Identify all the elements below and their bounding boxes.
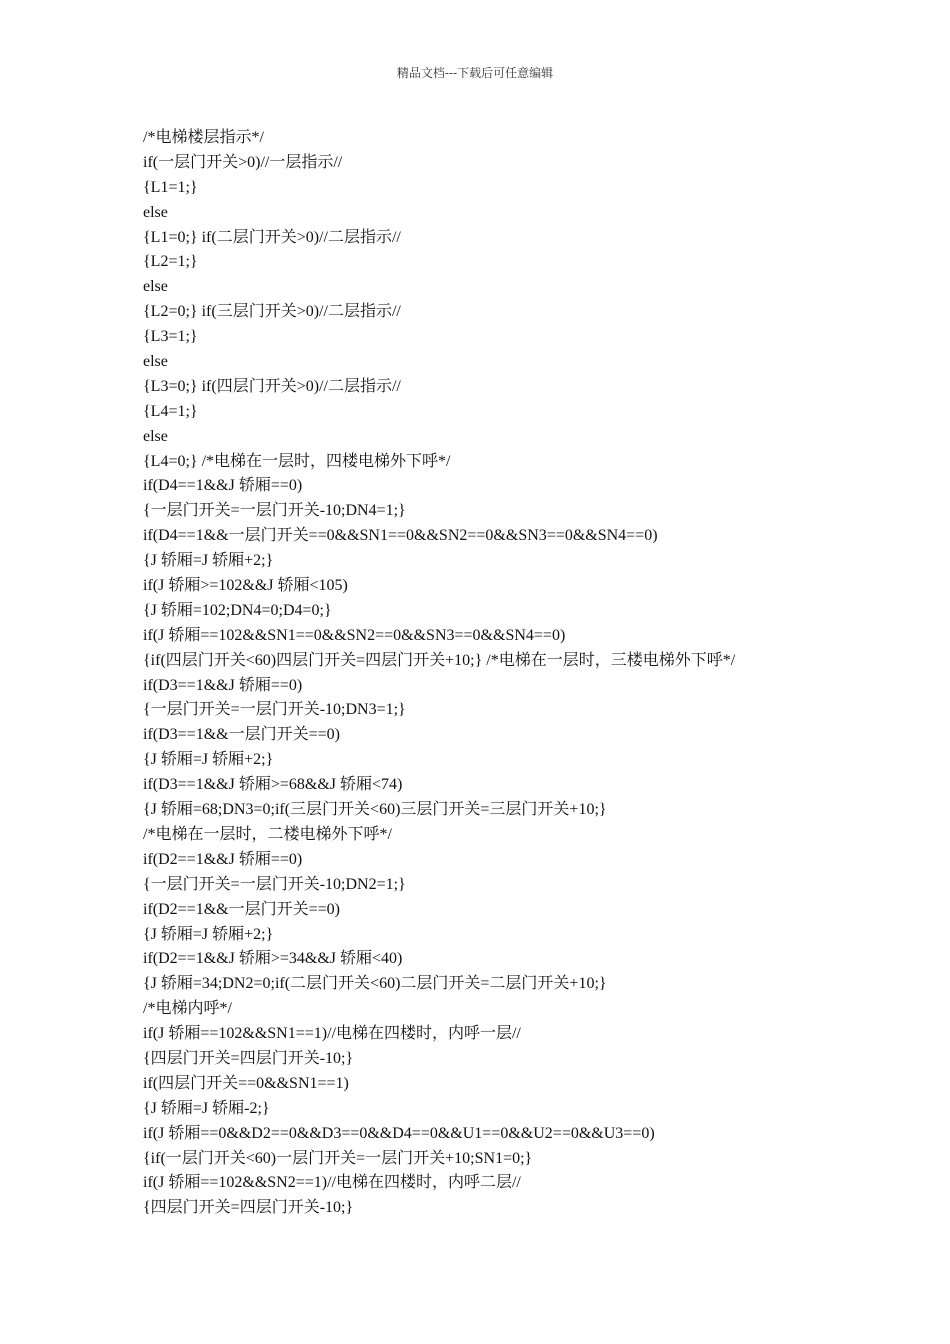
code-line: if(D4==1&&一层门开关==0&&SN1==0&&SN2==0&&SN3==0&&SN4==0) <box>143 527 658 545</box>
code-line: else <box>143 427 168 445</box>
code-line: {L4=1;} <box>143 402 198 420</box>
code-line: if(D3==1&&一层门开关==0) <box>143 726 340 744</box>
code-line: {if(四层门开关<60)四层门开关=四层门开关+10;} /*电梯在一层时，三楼电梯外下呼*/ <box>143 651 736 669</box>
code-line: {L3=0;} if(四层门开关>0)//二层指示// <box>143 377 401 395</box>
code-line: else <box>143 203 168 221</box>
code-line: if(J 轿厢==102&&SN2==1)//电梯在四楼时，内呼二层// <box>143 1174 521 1192</box>
code-line: {L2=0;} if(三层门开关>0)//二层指示// <box>143 303 401 321</box>
code-line: {J 轿厢=J 轿厢+2;} <box>143 552 274 570</box>
code-line: {if(一层门开关<60)一层门开关=一层门开关+10;SN1=0;} <box>143 1149 533 1167</box>
code-line: {L3=1;} <box>143 328 198 346</box>
code-line: {L4=0;} /*电梯在一层时，四楼电梯外下呼*/ <box>143 452 451 470</box>
code-line: {一层门开关=一层门开关-10;DN4=1;} <box>143 502 406 520</box>
code-line: {L1=0;} if(二层门开关>0)//二层指示// <box>143 228 401 246</box>
code-line: if(J 轿厢==102&&SN1==0&&SN2==0&&SN3==0&&SN4==0) <box>143 626 566 644</box>
code-line: if(J 轿厢==0&&D2==0&&D3==0&&D4==0&&U1==0&&U2==0&&U3==0) <box>143 1124 655 1142</box>
code-line: if(J 轿厢>=102&&J 轿厢<105) <box>143 577 348 595</box>
code-line: {J 轿厢=J 轿厢-2;} <box>143 1099 270 1117</box>
code-line: {一层门开关=一层门开关-10;DN2=1;} <box>143 875 406 893</box>
code-line: else <box>143 278 168 296</box>
code-body <box>143 126 903 1221</box>
code-line: {四层门开关=四层门开关-10;} <box>143 1199 354 1217</box>
code-line: else <box>143 353 168 371</box>
code-line: if(J 轿厢==102&&SN1==1)//电梯在四楼时，内呼一层// <box>143 1025 521 1043</box>
code-line: {J 轿厢=J 轿厢+2;} <box>143 925 274 943</box>
code-line: if(四层门开关==0&&SN1==1) <box>143 1074 349 1092</box>
code-line: {四层门开关=四层门开关-10;} <box>143 1049 354 1067</box>
code-line: {L2=1;} <box>143 253 198 271</box>
code-line: {一层门开关=一层门开关-10;DN3=1;} <box>143 701 406 719</box>
code-line: if(D2==1&&J 轿厢>=34&&J 轿厢<40) <box>143 950 403 968</box>
code-line: if(D2==1&&J 轿厢==0) <box>143 850 303 868</box>
code-line: /*电梯楼层指示*/ <box>143 129 264 146</box>
code-line: {J 轿厢=102;DN4=0;D4=0;} <box>143 601 332 619</box>
code-line: {J 轿厢=34;DN2=0;if(二层门开关<60)二层门开关=二层门开关+10;} <box>143 975 607 993</box>
code-line: /*电梯在一层时，二楼电梯外下呼*/ <box>143 825 392 843</box>
code-line: if(一层门开关>0)//一层指示// <box>143 153 343 171</box>
page-header: 精品文档---下载后可任意编辑 <box>396 66 554 80</box>
code-line: if(D4==1&&J 轿厢==0) <box>143 477 303 495</box>
code-line: {L1=1;} <box>143 178 198 196</box>
code-line: if(D2==1&&一层门开关==0) <box>143 900 340 918</box>
code-line: {J 轿厢=68;DN3=0;if(三层门开关<60)三层门开关=三层门开关+10;} <box>143 801 607 819</box>
code-line: if(D3==1&&J 轿厢==0) <box>143 676 303 694</box>
code-line: if(D3==1&&J 轿厢>=68&&J 轿厢<74) <box>143 776 403 794</box>
code-line: /*电梯内呼*/ <box>143 1000 232 1018</box>
code-line: {J 轿厢=J 轿厢+2;} <box>143 751 274 769</box>
